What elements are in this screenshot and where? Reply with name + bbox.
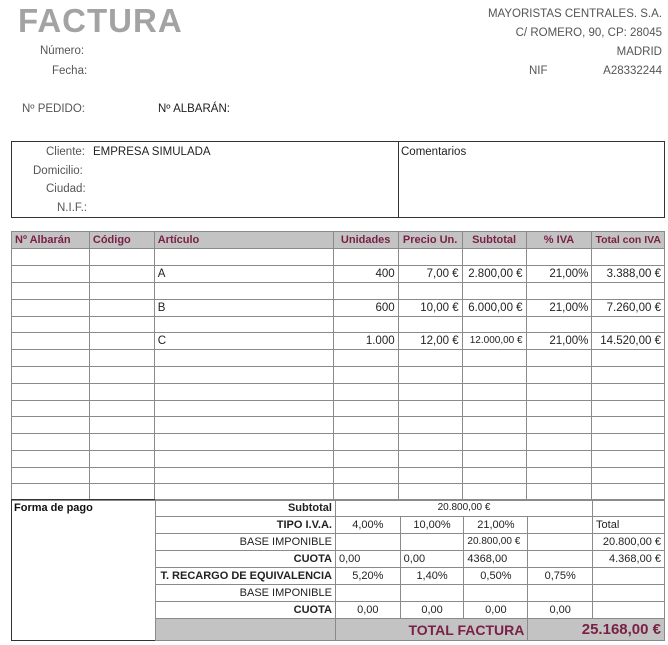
table-row (12, 316, 665, 333)
table-row (12, 282, 665, 299)
forma-pago-label: Forma de pago (14, 502, 93, 514)
item-total: 14.520,00 € (592, 333, 665, 350)
base-imponible-total: 20.800,00 € (593, 534, 665, 551)
item-iva: 21,00% (526, 333, 592, 350)
base-imponible-label: BASE IMPONIBLE (156, 534, 336, 551)
nif-label: N.I.F.: (57, 202, 88, 214)
table-row (12, 249, 665, 266)
table-row (12, 333, 665, 350)
cliente-value: EMPRESA SIMULADA (93, 146, 211, 158)
col-iva: % IVA (526, 232, 592, 249)
table-row (12, 383, 665, 400)
item-total: 3.388,00 € (592, 265, 665, 282)
client-box (11, 141, 665, 218)
cuota2-3: 0,00 (464, 602, 528, 619)
col-albaran: Nº Albarán (12, 232, 90, 249)
item-iva: 21,00% (526, 265, 592, 282)
table-row (12, 417, 665, 434)
col-subtotal: Subtotal (462, 232, 526, 249)
numero-label: Número: (40, 45, 85, 57)
table-row (12, 467, 665, 484)
tipo-iva-21: 21,00% (464, 517, 528, 534)
fecha-label: Fecha: (52, 65, 88, 77)
item-precio: 10,00 € (398, 299, 462, 316)
company-nif-value: A28332244 (603, 65, 662, 77)
total-label: Total (593, 517, 665, 534)
item-articulo: A (154, 265, 333, 282)
cuota-total: 4.368,00 € (593, 551, 665, 568)
item-precio: 7,00 € (398, 265, 462, 282)
ciudad-label: Ciudad: (46, 183, 86, 195)
table-header (12, 232, 665, 249)
base-imponible-row (156, 534, 665, 551)
items-table (11, 231, 665, 501)
item-subtotal: 6.000,00 € (462, 299, 526, 316)
company-name: MAYORISTAS CENTRALES. S.A. (487, 8, 662, 20)
table-row (12, 299, 665, 316)
forma-pago-box (11, 499, 155, 641)
col-precio: Precio Un. (398, 232, 462, 249)
albaran-label: Nº ALBARÁN: (158, 103, 230, 115)
cuota-label: CUOTA (156, 551, 336, 568)
cuota2-1: 0,00 (335, 602, 400, 619)
cuota2-2: 0,00 (400, 602, 464, 619)
total-factura-value: 25.168,00 € (528, 619, 665, 641)
item-iva: 21,00% (526, 299, 592, 316)
cuota-21: 4368,00 (464, 551, 528, 568)
domicilio-label: Domicilio: (33, 165, 83, 177)
table-row (12, 450, 665, 467)
cuota2-4: 0,00 (528, 602, 593, 619)
item-unidades: 1.000 (333, 333, 398, 350)
item-total: 7.260,00 € (592, 299, 665, 316)
item-unidades: 600 (333, 299, 398, 316)
summary-table (155, 499, 665, 641)
subtotal-value: 20.800,00 € (335, 500, 592, 517)
comentarios-label: Comentarios (401, 146, 467, 158)
recargo-1: 5,20% (335, 568, 400, 585)
item-unidades: 400 (333, 265, 398, 282)
cuota2-label: CUOTA (156, 602, 336, 619)
cuota-4: 0,00 (335, 551, 400, 568)
total-factura-label: TOTAL FACTURA (335, 619, 527, 641)
cuota-10: 0,00 (400, 551, 464, 568)
cuota2-row (156, 602, 665, 619)
col-articulo: Artículo (154, 232, 333, 249)
base-imponible2-label: BASE IMPONIBLE (156, 585, 336, 602)
base-imponible2-row (156, 585, 665, 602)
table-row (12, 434, 665, 451)
item-subtotal: 12.000,00 € (462, 333, 526, 350)
recargo-label: T. RECARGO DE EQUIVALENCIA (156, 568, 336, 585)
subtotal-label: Subtotal (156, 500, 336, 517)
table-row (12, 400, 665, 417)
pedido-label: Nº PEDIDO: (22, 103, 85, 115)
invoice-title: FACTURA (18, 2, 183, 39)
tipo-iva-row (156, 517, 665, 534)
cliente-label: Cliente: (46, 146, 85, 158)
recargo-3: 0,50% (464, 568, 528, 585)
recargo-row (156, 568, 665, 585)
item-articulo: C (154, 333, 333, 350)
company-address: C/ ROMERO, 90, CP: 28045 (515, 27, 662, 39)
table-row (12, 350, 665, 367)
subtotal-row (156, 500, 665, 517)
col-unidades: Unidades (333, 232, 398, 249)
total-factura-row (156, 619, 665, 641)
tipo-iva-4: 4,00% (335, 517, 400, 534)
tipo-iva-10: 10,00% (400, 517, 464, 534)
base-imponible-value: 20.800,00 € (464, 534, 528, 551)
tipo-iva-label: TIPO I.V.A. (156, 517, 336, 534)
table-row (12, 265, 665, 282)
client-divider (398, 142, 399, 217)
item-articulo: B (154, 299, 333, 316)
table-row (12, 484, 665, 501)
company-nif-label: NIF (529, 65, 548, 77)
col-codigo: Código (89, 232, 154, 249)
item-subtotal: 2.800,00 € (462, 265, 526, 282)
col-total: Total con IVA (592, 232, 665, 249)
recargo-4: 0,75% (528, 568, 593, 585)
table-row (12, 367, 665, 384)
cuota-row (156, 551, 665, 568)
company-city: MADRID (616, 46, 662, 58)
item-precio: 12,00 € (398, 333, 462, 350)
recargo-2: 1,40% (400, 568, 464, 585)
